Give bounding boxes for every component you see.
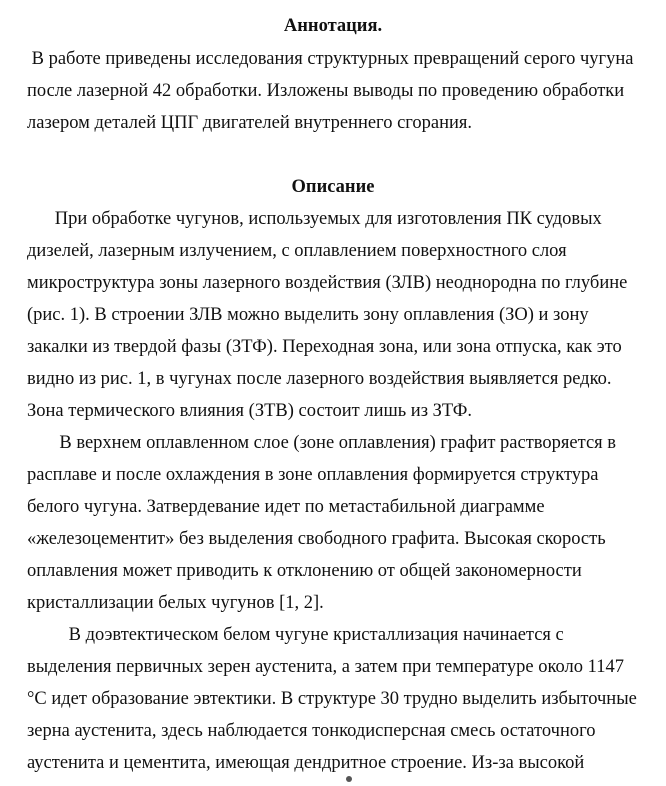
description-line: закалки из твердой фазы (ЗТФ). Переходная зона, или зона отпуска, как это <box>27 337 622 357</box>
description-line: «железоцементит» без выделения свободного графита. Высокая скорость <box>27 529 606 549</box>
description-line: В верхнем оплавленном слое (зоне оплавления) графит растворяется в <box>27 433 617 453</box>
description-line: аустенита и цементита, имеющая дендритное строение. Из-за высокой <box>27 753 585 773</box>
description-line: °С идет образование эвтектики. В структуре 30 трудно выделить избыточные <box>27 689 637 709</box>
description-line: оплавления может приводить к отклонению от общей закономерности <box>27 561 582 581</box>
description-line: кристаллизации белых чугунов [1, 2]. <box>27 593 324 613</box>
description-line: Зона термического влияния (ЗТВ) состоит лишь из ЗТФ. <box>27 401 473 421</box>
clipped-glyph-fragment <box>346 776 352 782</box>
annotation-line: после лазерной 42 обработки. Изложены выводы по проведению обработки <box>27 81 625 101</box>
annotation-heading: Аннотация. <box>283 16 383 36</box>
description-line: микроструктура зоны лазерного воздействия (ЗЛВ) неоднородна по глубине <box>27 273 628 293</box>
description-heading: Описание <box>291 177 375 197</box>
annotation-line: лазером деталей ЦПГ двигателей внутреннего сгорания. <box>27 113 473 133</box>
description-line: выделения первичных зерен аустенита, а затем при температуре около 1147 <box>27 657 624 677</box>
description-line: расплаве и после охлаждения в зоне оплавления формируется структура <box>27 465 599 485</box>
description-line: белого чугуна. Затвердевание идет по метастабильной диаграмме <box>27 497 545 517</box>
description-line: В доэвтектическом белом чугуне кристаллизация начинается с <box>27 625 564 645</box>
description-line: видно из рис. 1, в чугунах после лазерного воздействия выявляется редко. <box>27 369 612 389</box>
annotation-line: В работе приведены исследования структурных превращений серого чугуна <box>27 49 634 69</box>
description-line: (рис. 1). В строении ЗЛВ можно выделить зону оплавления (ЗО) и зону <box>27 305 589 325</box>
description-line: зерна аустенита, здесь наблюдается тонкодисперсная смесь остаточного <box>27 721 596 741</box>
description-line: дизелей, лазерным излучением, с оплавлением поверхностного слоя <box>27 241 567 261</box>
description-line: При обработке чугунов, используемых для изготовления ПК судовых <box>27 209 602 229</box>
